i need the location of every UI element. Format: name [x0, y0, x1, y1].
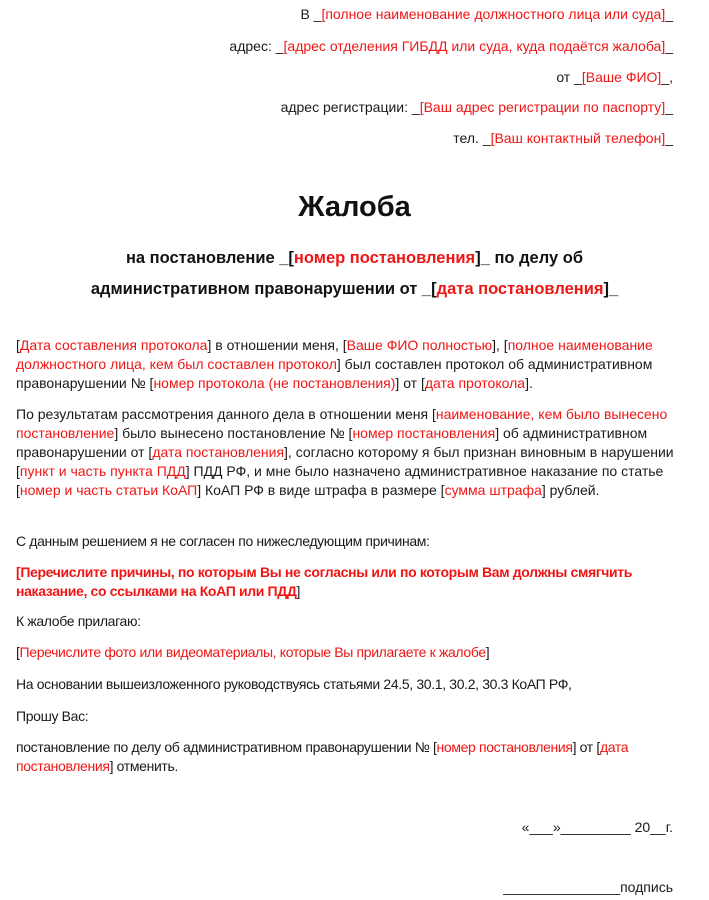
static-text: ] ПДД РФ, и мне было назначено административное наказание по статье [: [16, 463, 664, 498]
reasons-close: ]: [296, 583, 301, 599]
attachments-block: [16, 643, 706, 662]
header-address-prefix: адрес: _: [229, 38, 284, 54]
placeholder-field[interactable]: дата постановления: [152, 444, 285, 460]
paragraph-protocol: [16, 336, 706, 393]
placeholder-field[interactable]: дата протокола: [424, 375, 526, 391]
signature-line[interactable]: _______________подпись: [503, 879, 673, 895]
attachments-value[interactable]: Перечислите фото или видеоматериалы, которые Вы прилагаете к жалобе: [19, 644, 486, 660]
header-registration-value[interactable]: Ваш адрес регистрации по паспорту: [423, 99, 662, 115]
header-recipient-open: [: [321, 6, 326, 22]
placeholder-field[interactable]: дата постановления: [16, 739, 629, 774]
reasons-open: [: [16, 564, 21, 580]
subtitle-line-1-suffix: ]_ по делу об: [475, 249, 584, 267]
static-text: ], согласно которому я был признан виновным в нарушении [: [16, 444, 674, 479]
header-recipient-value[interactable]: полное наименование должностного лица или суда: [325, 6, 662, 22]
header-registration-prefix: адрес регистрации: _: [280, 99, 420, 115]
header-address-close: ]: [661, 38, 666, 54]
header-from-close: ]: [657, 69, 662, 85]
header-registration: [281, 98, 673, 116]
subtitle-line-1: [0, 248, 709, 268]
header-registration-open: [: [419, 99, 424, 115]
static-text: ] в отношении меня, [: [207, 337, 347, 353]
header-from-open: [: [581, 69, 586, 85]
attach-intro: К жалобе прилагаю:: [16, 613, 141, 629]
header-phone-value[interactable]: Ваш контактный телефон: [494, 130, 662, 146]
header-phone-open: [: [490, 130, 495, 146]
reasons-value[interactable]: Перечислите причины, по которым Вы не согласны или по которым Вам должны смягчить наказание, со ссылками на КоАП или ПДД: [16, 564, 633, 599]
placeholder-field[interactable]: пункт и часть пункта ПДД: [19, 463, 186, 479]
header-address: [229, 37, 673, 55]
static-text: ] от [: [395, 375, 425, 391]
header-recipient-prefix: В _: [300, 6, 322, 22]
placeholder-field[interactable]: Ваше ФИО полностью: [346, 337, 493, 353]
subtitle-line-1-prefix: на постановление _[: [125, 249, 294, 267]
header-recipient: [300, 5, 673, 23]
static-text: [: [16, 337, 20, 353]
header-from: [556, 68, 673, 86]
placeholder-field[interactable]: Дата составления протокола: [19, 337, 208, 353]
attachments-close: ]: [485, 644, 490, 660]
header-address-open: [: [283, 38, 288, 54]
static-text: ] рублей.: [541, 482, 600, 498]
attachments-open: [: [16, 644, 20, 660]
static-text: постановление по делу об административном правонарушении № [: [16, 739, 437, 755]
header-recipient-close: ]: [661, 6, 666, 22]
subtitle-line-2: [0, 279, 709, 299]
reasons-block: [16, 563, 706, 601]
header-phone-prefix: тел. _: [453, 130, 491, 146]
placeholder-field[interactable]: номер протокола (не постановления): [153, 375, 396, 391]
subtitle-line-2-prefix: административном правонарушении от _[: [90, 280, 437, 298]
subtitle-resolution-date[interactable]: дата постановления: [436, 280, 604, 298]
placeholder-field[interactable]: наименование, кем было вынесено постановление: [16, 406, 668, 441]
placeholder-field[interactable]: сумма штрафа: [444, 482, 542, 498]
request-text: [16, 738, 706, 776]
header-from-prefix: от _: [556, 69, 582, 85]
static-text: ] был составлен протокол об административном правонарушении № [: [16, 356, 653, 391]
placeholder-field[interactable]: номер постановления: [352, 425, 496, 441]
static-text: ] было вынесено постановление № [: [114, 425, 353, 441]
header-phone-close: ]: [661, 130, 666, 146]
static-text: ].: [525, 375, 533, 391]
date-line[interactable]: «___»_________ 20__г.: [521, 819, 673, 835]
legal-basis: На основании вышеизложенного руководствуясь статьями 24.5, 30.1, 30.2, 30.3 КоАП РФ,: [16, 676, 572, 692]
document-title: Жалоба: [298, 191, 411, 223]
header-phone-suffix: _: [665, 130, 673, 146]
header-registration-close: ]: [661, 99, 666, 115]
subtitle-resolution-number[interactable]: номер постановления: [293, 249, 476, 267]
subtitle-line-2-suffix: ]_: [603, 280, 619, 298]
paragraph-resolution: [16, 405, 706, 500]
static-text: ] КоАП РФ в виде штрафа в размере [: [197, 482, 445, 498]
placeholder-field[interactable]: номер постановления: [436, 739, 573, 755]
header-registration-suffix: _: [665, 99, 673, 115]
header-address-suffix: _: [665, 38, 673, 54]
static-text: ], [: [492, 337, 508, 353]
static-text: ] отменить.: [109, 758, 178, 774]
static-text: ] от [: [572, 739, 600, 755]
header-address-value[interactable]: адрес отделения ГИБДД или суда, куда подаётся жалоба: [287, 38, 662, 54]
placeholder-field[interactable]: полное наименование должностного лица, кем был составлен протокол: [16, 337, 653, 372]
header-from-suffix: _,: [661, 69, 673, 85]
header-recipient-suffix: _: [665, 6, 673, 22]
static-text: ] об административном правонарушении от [: [16, 425, 648, 460]
placeholder-field[interactable]: номер и часть статьи КоАП: [19, 482, 198, 498]
disagree-intro: С данным решением я не согласен по нижеследующим причинам:: [16, 533, 430, 549]
header-phone: [453, 129, 673, 147]
header-from-value[interactable]: Ваше ФИО: [585, 69, 658, 85]
static-text: По результатам рассмотрения данного дела в отношении меня [: [16, 406, 436, 422]
request-intro: Прошу Вас:: [16, 708, 89, 724]
